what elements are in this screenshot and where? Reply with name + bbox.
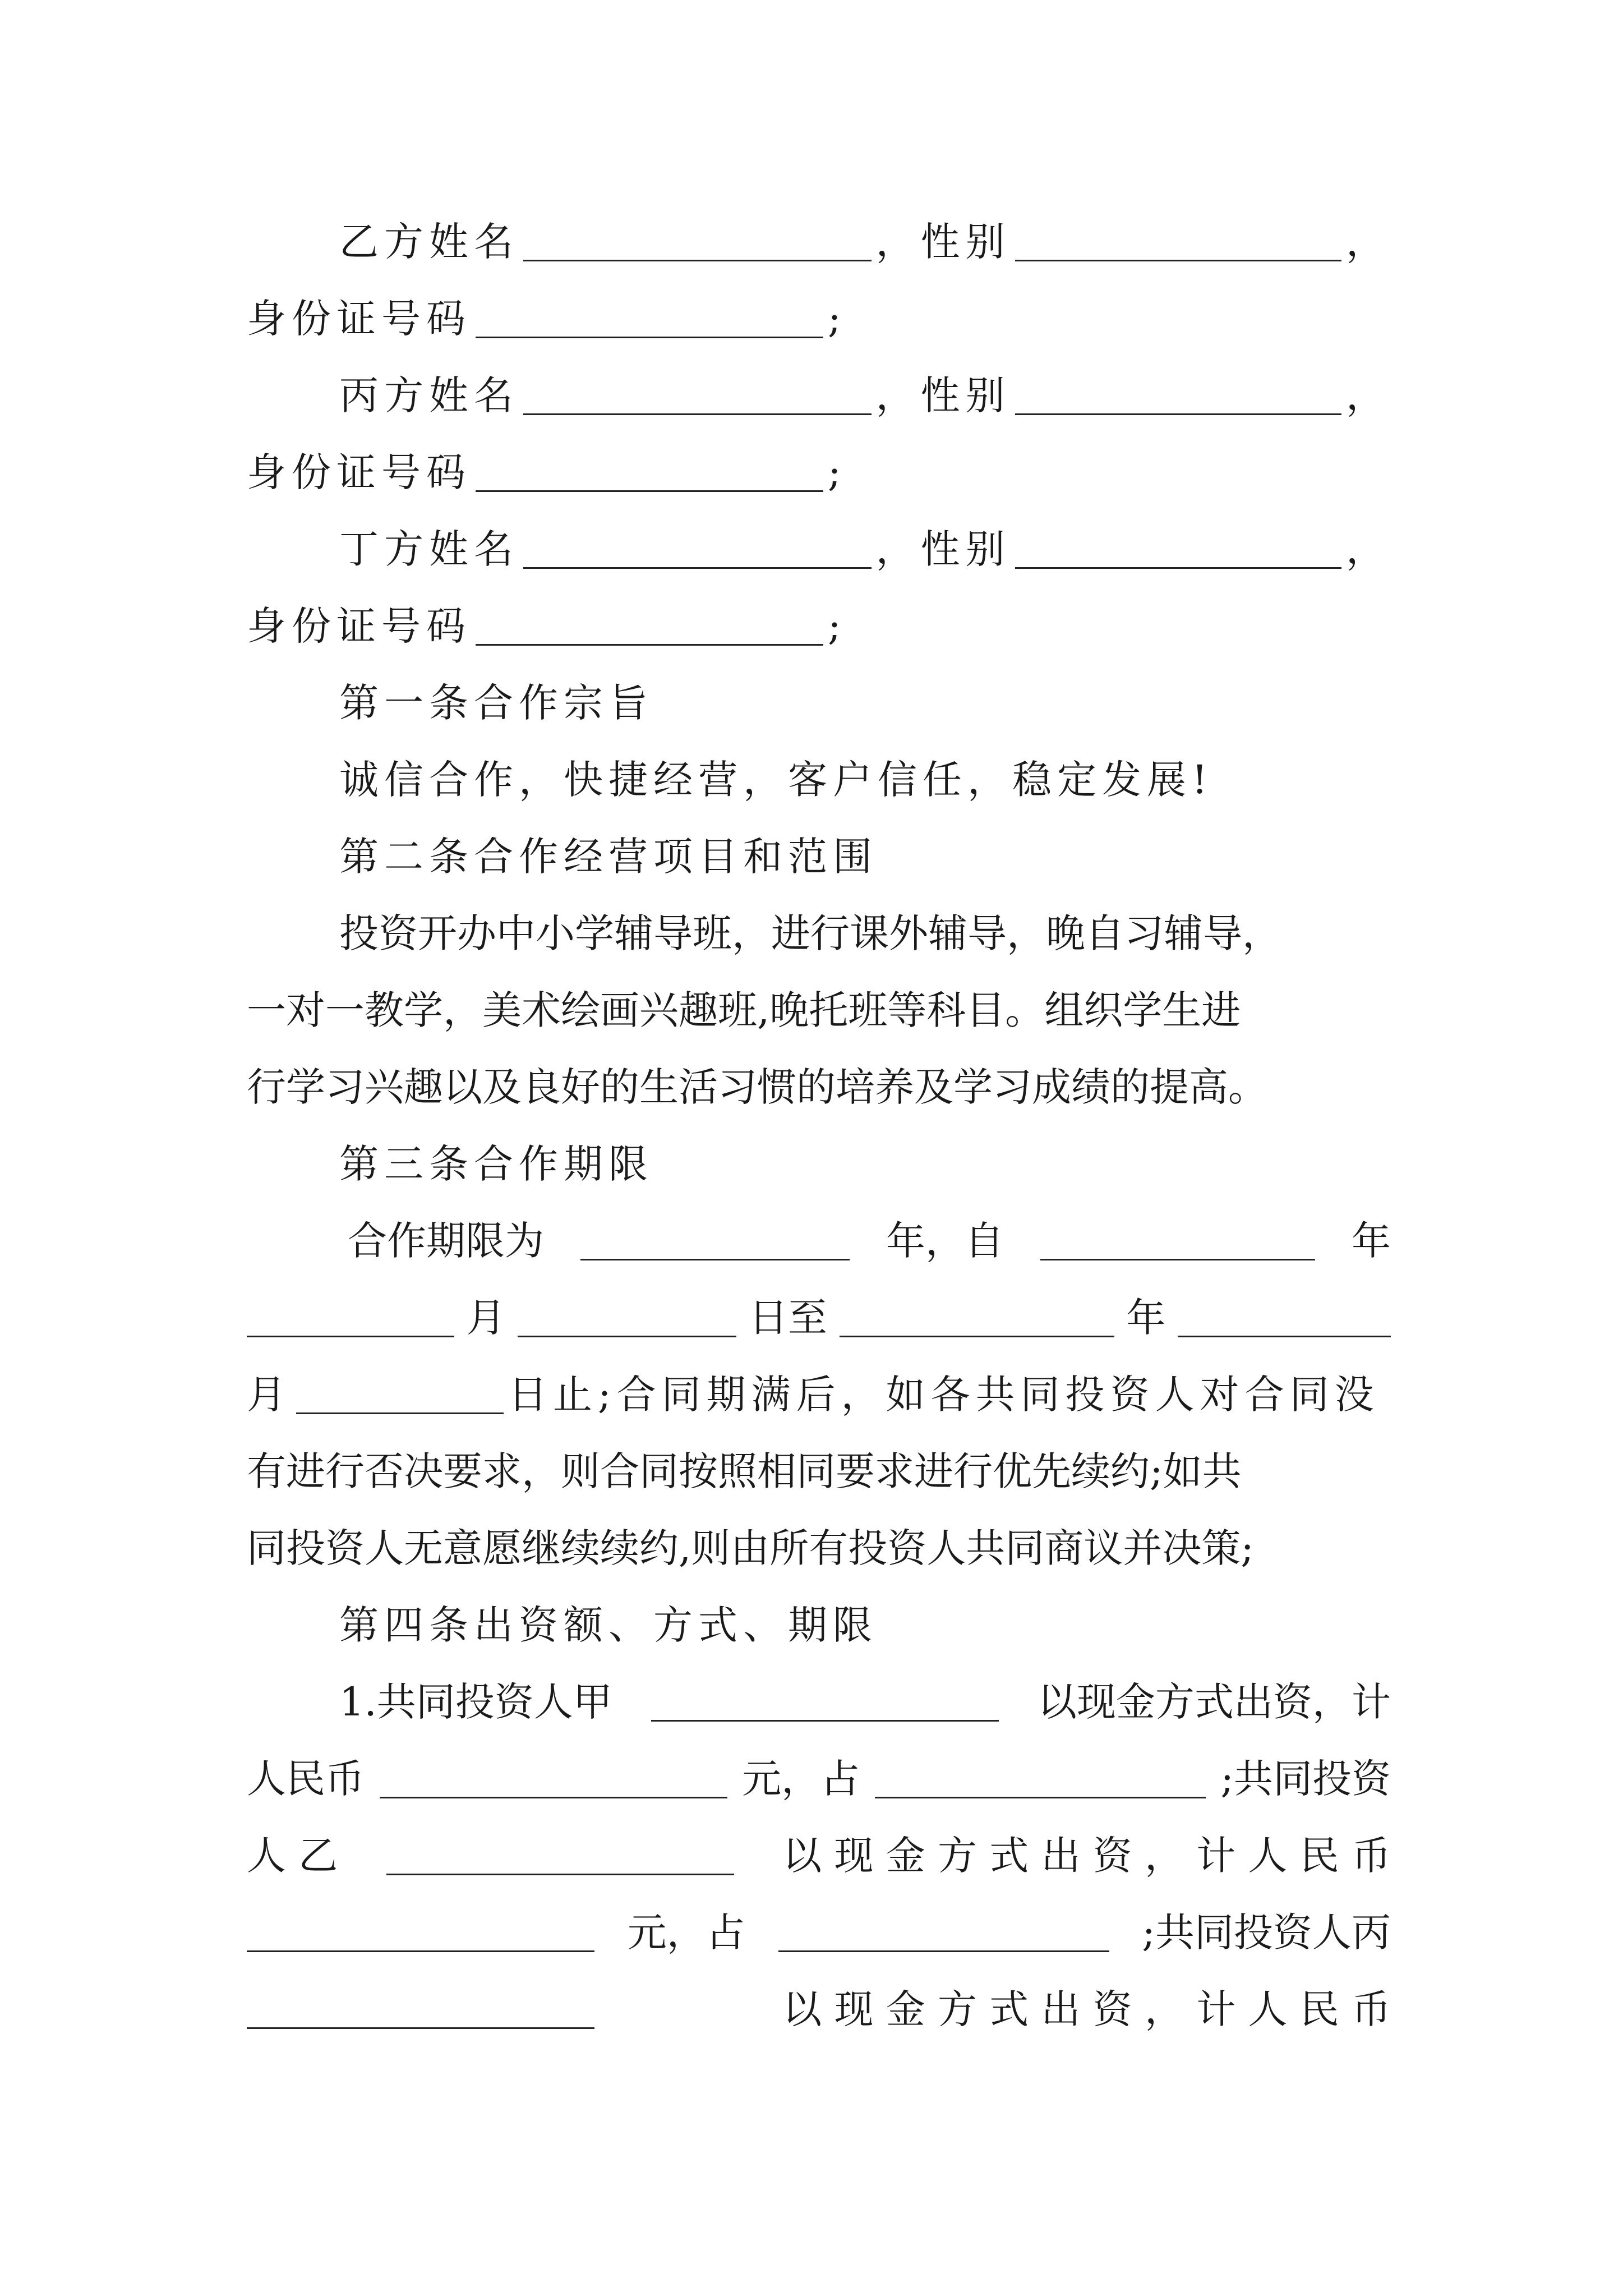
yuan-share-label: 元，占 — [627, 1910, 745, 1955]
article3-line-text: 同投资人无意愿继续续约,则由所有投资人共同商议并决策; — [247, 1525, 1254, 1571]
party-d-line — [339, 516, 1391, 583]
term-years-blank[interactable] — [580, 1222, 850, 1260]
party-c-id-blank[interactable] — [476, 453, 823, 492]
semicolon: ; — [828, 296, 847, 342]
end-month-blank[interactable] — [1178, 1299, 1391, 1337]
article2-line-text: 行学习兴趣以及良好的生活习惯的培养及学习成绩的提高。 — [247, 1064, 1267, 1110]
start-day-blank[interactable] — [518, 1299, 736, 1337]
term-line-3 — [247, 1361, 1391, 1428]
capital-line-1 — [339, 1668, 1391, 1736]
start-month-blank[interactable] — [247, 1299, 454, 1337]
article2-line — [247, 977, 1391, 1044]
from-label: 年，自 — [886, 1218, 1004, 1264]
id-label: 身份证号码 — [247, 296, 471, 342]
party-d-id-line — [247, 592, 1391, 660]
party-b-gender-blank[interactable] — [1015, 223, 1341, 261]
cash-contribution-text: 以 现 金 方 式 出 资 ， 计 人 民 币 — [782, 1833, 1391, 1879]
party-c-line — [339, 362, 1391, 429]
article3-line-text: 有进行否决要求，则合同按照相同要求进行优先续约;如共 — [247, 1448, 1242, 1494]
investor-b-amount-blank[interactable] — [247, 1913, 594, 1952]
cash-contribution-text: 以现金方式出资，计 — [1037, 1679, 1391, 1725]
year-label: 年 — [1352, 1218, 1391, 1264]
id-label: 身份证号码 — [247, 449, 471, 495]
party-c-id-line — [247, 439, 1391, 506]
article2-line-text: 投资开办中小学辅导班，进行课外辅导，晚自习辅导， — [339, 910, 1281, 956]
comma: ， — [1346, 526, 1391, 572]
investor-a-amount-blank[interactable] — [380, 1760, 727, 1798]
article1-title — [339, 669, 1391, 737]
month-label: 月 — [466, 1295, 506, 1341]
article1-body — [339, 746, 1391, 813]
party-d-name-label: 丁方姓名 — [339, 526, 519, 572]
start-year-blank[interactable] — [1040, 1222, 1315, 1260]
co-investor-text: ;共同投资 — [1220, 1756, 1391, 1802]
article3-title — [339, 1130, 1391, 1198]
capital-line-4 — [247, 1899, 1391, 1966]
article3-line — [247, 1515, 1391, 1582]
investor-c-blank[interactable] — [247, 1990, 594, 2029]
party-c-name-blank[interactable] — [523, 376, 872, 415]
party-b-name-label: 乙方姓名 — [339, 219, 519, 265]
investor-a-blank[interactable] — [651, 1683, 999, 1722]
investor-c-label: ;共同投资人丙 — [1142, 1910, 1391, 1955]
comma: ， — [1346, 219, 1391, 265]
until-label: 日至 — [748, 1295, 827, 1341]
article2-title-text: 第二条合作经营项目和范围 — [339, 834, 878, 880]
gender-label: ，性别 — [875, 219, 1011, 265]
id-label: 身份证号码 — [247, 603, 471, 649]
term-text: 日止;合同期满后，如各共同投资人对合同没 — [508, 1372, 1380, 1418]
article3-line — [247, 1438, 1391, 1505]
investor-a-label: 1.共同投资人甲 — [339, 1679, 612, 1725]
comma: ， — [1346, 372, 1391, 418]
party-c-name-label: 丙方姓名 — [339, 372, 519, 418]
gender-label: ，性别 — [875, 526, 1011, 572]
article2-line-text: 一对一教学，美术绘画兴趣班,晚托班等科目。组织学生进 — [247, 987, 1241, 1033]
party-b-line — [339, 208, 1391, 275]
investor-a-share-blank[interactable] — [875, 1760, 1206, 1798]
article1-title-text: 第一条合作宗旨 — [339, 680, 653, 726]
term-label: 合作期限为 — [348, 1218, 544, 1264]
cash-contribution-text: 以 现 金 方 式 出 资 ， 计 人 民 币 — [782, 1986, 1391, 2032]
article1-body-text: 诚信合作，快捷经营，客户信任，稳定发展! — [339, 757, 1214, 803]
term-line-1 — [348, 1207, 1391, 1274]
rmb-label: 人民币 — [247, 1756, 365, 1802]
article3-title-text: 第三条合作期限 — [339, 1141, 653, 1187]
end-day-blank[interactable] — [296, 1375, 504, 1414]
investor-b-label: 人 乙 — [247, 1833, 338, 1879]
term-line-2 — [247, 1284, 1391, 1351]
yuan-share-label: 元，占 — [742, 1756, 860, 1802]
semicolon: ; — [828, 449, 847, 495]
capital-line-5 — [247, 1976, 1391, 2043]
year-label: 年 — [1126, 1295, 1166, 1341]
investor-b-share-blank[interactable] — [778, 1913, 1109, 1952]
capital-line-3 — [247, 1822, 1391, 1889]
party-d-gender-blank[interactable] — [1015, 530, 1341, 569]
party-d-name-blank[interactable] — [523, 530, 872, 569]
article4-title-text: 第四条出资额、方式、期限 — [339, 1602, 878, 1648]
article4-title — [339, 1591, 1391, 1659]
party-b-id-line — [247, 285, 1391, 352]
party-b-id-blank[interactable] — [476, 300, 823, 338]
article2-line — [247, 1053, 1391, 1121]
article2-title — [339, 823, 1391, 890]
month-label: 月 — [247, 1372, 292, 1418]
end-year-blank[interactable] — [840, 1299, 1114, 1337]
semicolon: ; — [828, 603, 847, 649]
party-d-id-blank[interactable] — [476, 607, 823, 646]
gender-label: ，性别 — [875, 372, 1011, 418]
party-c-gender-blank[interactable] — [1015, 376, 1341, 415]
capital-line-2 — [247, 1745, 1391, 1812]
investor-b-blank[interactable] — [386, 1837, 734, 1875]
article2-line — [339, 900, 1391, 967]
party-b-name-blank[interactable] — [523, 223, 872, 261]
